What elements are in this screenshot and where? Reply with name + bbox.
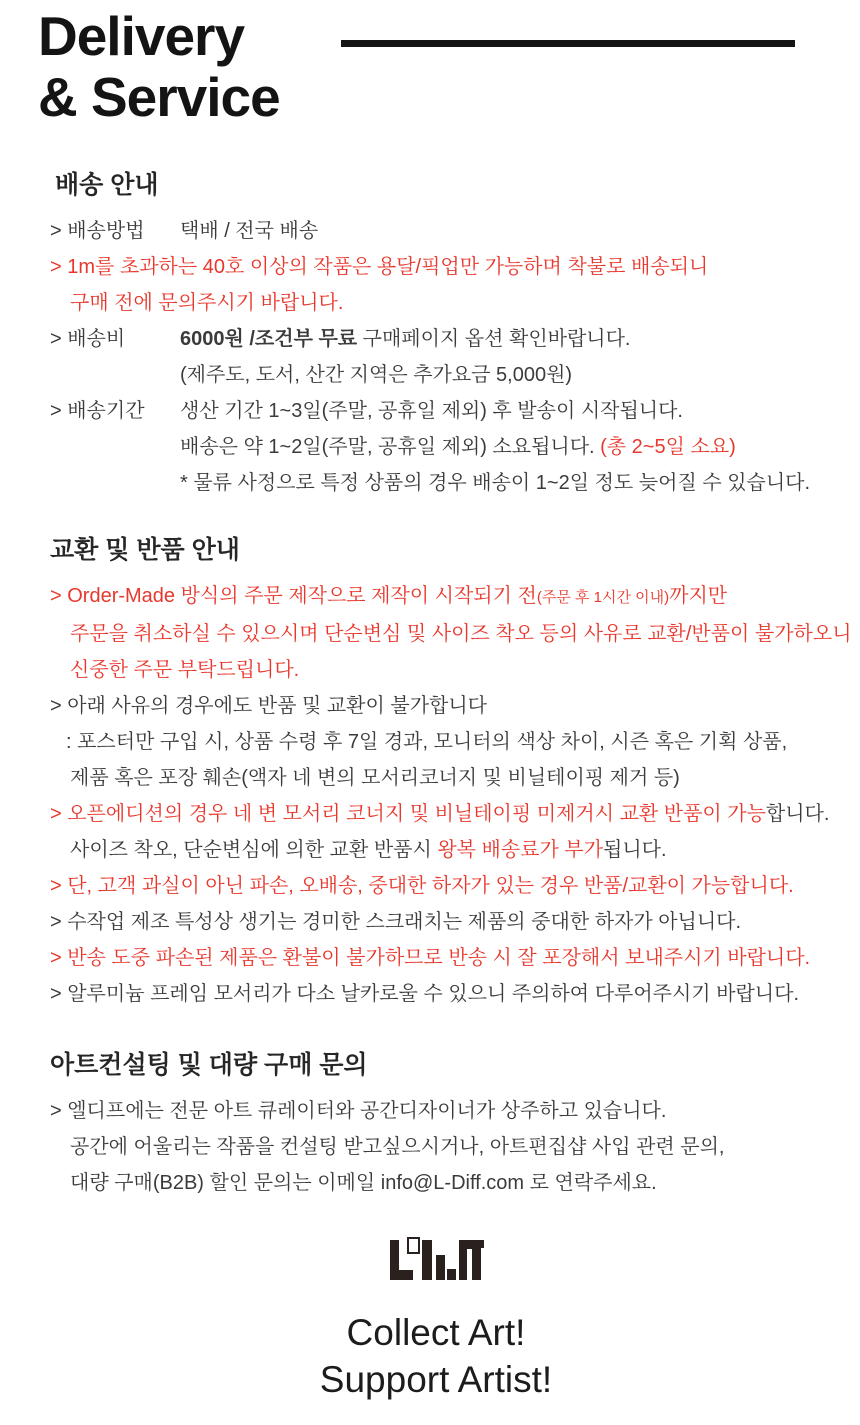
returns-section-heading: 교환 및 반품 안내 [50,536,240,564]
shipping-period-line2-black: 배송은 약 1~2일(주말, 공휴일 제외) 소요됩니다. [180,436,601,458]
open-edition-line [50,796,832,832]
art-consulting-section [40,1052,832,1201]
shipping-period-row [50,393,832,429]
order-made-post: 까지만 [669,585,728,607]
open-edition-red-text: > 오픈에디션의 경우 네 변 모서리 코너지 및 비닐테이핑 미제거시 교환 반품이 가능 [50,803,766,825]
no-return-intro: > 아래 사유의 경우에도 반품 및 교환이 불가합니다 [50,695,487,717]
order-made-line3: 신중한 주문 부탁드립니다. [70,659,300,681]
order-made-small-note: (주문 후 1시간 이내) [536,589,670,606]
shipping-period-line3: * 물류 사정으로 특정 상품의 경우 배송이 1~2일 정도 늦어질 수 있습니다. [180,472,811,494]
shipping-period-line2 [180,429,832,465]
page-title [38,6,860,128]
page-title-line2: & Service [38,66,280,128]
consulting-line3 [70,1165,832,1201]
return-damage-notice: > 반송 도중 파손된 제품은 환불이 불가하므로 반송 시 잘 포장해서 보내주시기 바랍니다. [50,947,811,969]
no-return-case2: 제품 혹은 포장 훼손(액자 네 변의 모서리코너지 및 비닐테이핑 제거 등) [70,767,680,789]
defect-notice: > 단, 고객 과실이 아닌 파손, 오배송, 중대한 하자가 있는 경우 반품/교환이 가능합니다. [50,875,794,897]
page-header [0,0,860,130]
shipping-info-section [40,172,832,501]
footer-logo-area [40,1237,832,1283]
shipping-method-value: 택배 / 전국 배송 [180,220,319,242]
no-return-case1: : 포스터만 구입 시, 상품 수령 후 7일 경과, 모니터의 색상 차이, 시즌 혹은 기획 상품, [66,731,788,753]
shipping-fee-rest-text: 구매페이지 옵션 확인바랍니다. [357,328,631,350]
exchange-fee-red-text: 왕복 배송료가 부가 [437,839,604,861]
shipping-method-label: > 배송방법 [50,220,145,242]
consulting-line2: 공간에 어울리는 작품을 컨설팅 받고싶으시거나, 아트편집샵 사입 관련 문의, [70,1136,725,1158]
l-diff-logo-icon [389,1237,484,1283]
footer-slogan [40,1309,832,1425]
consulting-line3-post: 로 연락주세요. [524,1172,657,1194]
logo-n-left-leg [459,1240,467,1280]
shipping-fee-note: (제주도, 도서, 산간 지역은 추가요금 5,000원) [180,364,573,386]
consulting-line1: > 엘디프에는 전문 아트 큐레이터와 공간디자이너가 상주하고 있습니다. [50,1100,667,1122]
shipping-section-heading: 배송 안내 [55,171,159,199]
scratch-notice: > 수작업 제조 특성상 생기는 경미한 스크래치는 제품의 중대한 하자가 아닙니다. [50,911,742,933]
oversize-notice-line2: 구매 전에 문의주시기 바랍니다. [70,292,344,314]
consulting-section-heading: 아트컨설팅 및 대량 구매 문의 [50,1051,368,1079]
logo-n-notch [481,1240,484,1248]
logo-small-square [447,1269,456,1280]
shipping-period-line1: 생산 기간 1~3일(주말, 공휴일 제외) 후 발송이 시작됩니다. [180,400,683,422]
returns-exchange-section [40,536,852,1012]
order-made-line2: 주문을 취소하실 수 있으시며 단순변심 및 사이즈 착오 등의 사유로 교환/반품이 불가하오니 [70,623,852,645]
logo-n-right-leg [472,1240,481,1280]
slogan-line1: Collect Art! [346,1312,526,1353]
oversize-notice-line1: > 1m를 초과하는 40호 이상의 작품은 용달/픽업만 가능하며 착불로 배송되니 [50,256,709,278]
logo-hollow-square [407,1237,420,1254]
exchange-fee-line [70,832,832,868]
consulting-line3-pre: 대량 구매(B2B) 할인 문의는 이메일 [70,1172,381,1194]
shipping-period-label: > 배송기간 [50,400,145,422]
frame-notice: > 알루미늄 프레임 모서리가 다소 날카로울 수 있으니 주의하여 다루어주시기 바랍니다. [50,983,800,1005]
shipping-fee-value [180,321,630,357]
slogan-line2: Support Artist! [319,1359,553,1400]
logo-l-bottom-bar [390,1270,413,1280]
shipping-fee-bold-text: 6000원 /조건부 무료 [180,328,358,350]
shipping-fee-row [50,321,832,357]
shipping-period-line2-red: (총 2~5일 소요) [600,436,736,458]
order-made-line1 [50,578,832,616]
page-content [0,172,860,1425]
order-made-pre: > Order-Made 방식의 주문 제작으로 제작이 시작되기 전 [50,585,537,607]
logo-medium-bar [436,1255,445,1280]
header-divider-line [341,40,795,47]
open-edition-black-text: 합니다. [765,803,830,825]
shipping-fee-label: > 배송비 [50,328,126,350]
page-title-line1: Delivery [38,5,245,67]
logo-tall-bar [422,1240,432,1280]
exchange-fee-pre: 사이즈 착오, 단순변심에 의한 교환 반품시 [70,839,438,861]
shipping-method-row [50,213,832,249]
contact-email: info@L-Diff.com [380,1172,525,1194]
exchange-fee-post: 됩니다. [603,839,667,861]
